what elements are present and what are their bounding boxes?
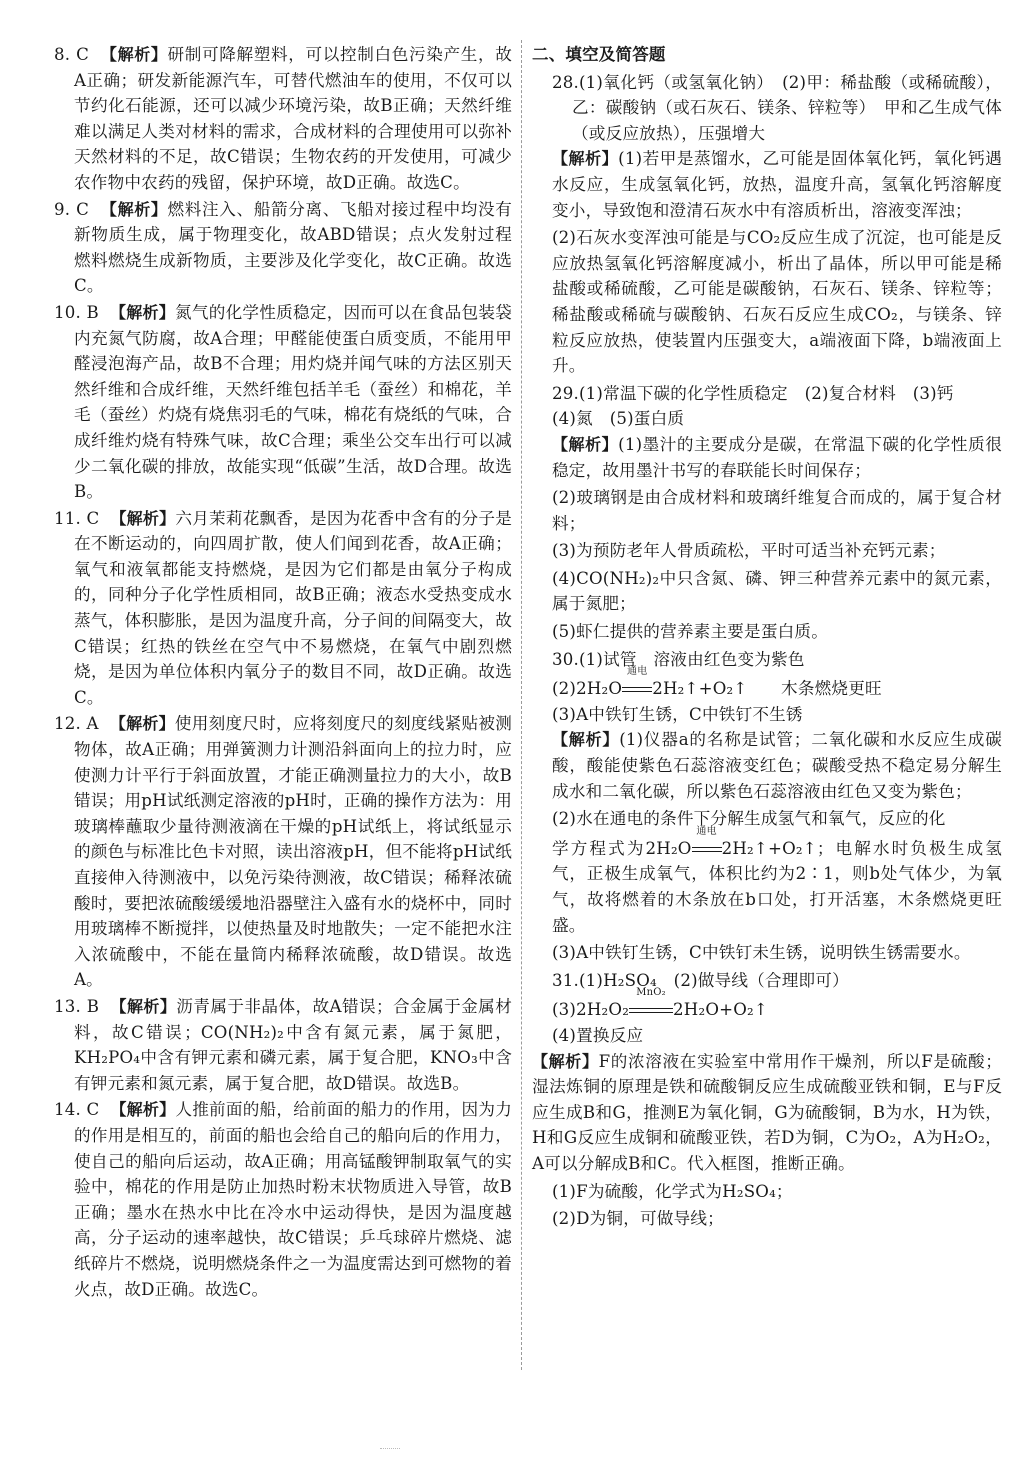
analysis-text: (3)为预防老年人骨质疏松，平时可适当补充钙元素； xyxy=(552,541,946,561)
analysis-text: 学方程式为2H₂O xyxy=(552,838,692,858)
analysis-tag: 【解析】 xyxy=(110,302,176,322)
answer-item-10 xyxy=(34,300,512,505)
analysis-tag: 【解析】 xyxy=(552,434,619,454)
analysis-text: 2H₂↑+O₂↑；电解水时负极生成氢气，正极生成氧气，体积比约为2∶1，则b处气体少，为氧气，故将燃着的木条放在b口处，打开活塞，木条燃烧更旺盛。 xyxy=(552,838,1002,935)
item-number: 12. A xyxy=(54,714,99,734)
analysis-tag: 【解析】 xyxy=(100,45,168,64)
analysis-text: (2)石灰水变浑浊可能是与CO₂反应生成了沉淀，也可能是反应放热氢氧化钙溶解度减小，析出了晶体，所以甲可能是稀盐酸或稀硫酸，乙可能是碳酸钠，石灰石、镁条、锌粒等；稀盐酸或稀硫与碳酸钠、石灰石反应生成CO₂，与镁条、锌粒反应放热，使装置内压强变大，a端液面下降，b端液面上升。 xyxy=(552,228,1002,376)
item-answer: (3)A中铁钉生锈，C中铁钉不生锈 xyxy=(552,704,803,724)
item-number: 31. xyxy=(552,970,579,990)
equation-line xyxy=(532,666,1002,702)
answer-item-11 xyxy=(34,506,512,711)
item-text: 使用刻度尺时，应将刻度尺的刻度线紧贴被测物体，故A正确；用弹簧测力计测沿斜面向上的拉力时，应使测力计平行于斜面放置，才能正确测量拉力的大小，故B错误；用pH试纸测定溶液的pH时，正确的操作方法为：用玻璃棒蘸取少量待测液滴在干燥的pH试纸上，将试纸显示的颜色与标准比色卡对照，读出溶液pH，但不能将pH试纸直接伸入待测液中，以免污染待测液，故C错误；稀释浓硫酸时，要把浓硫酸缓缓地沿器壁注入盛有水的烧杯中，同时用玻璃棒不断搅拌，以使热量及时地散失；一定不能把水注入浓硫酸中，不能在量筒内稀释浓硫酸，故D错误。故选A。 xyxy=(74,714,512,990)
footer-mark xyxy=(380,1448,400,1451)
analysis-tag: 【解析】 xyxy=(100,199,168,219)
reaction-arrow xyxy=(692,825,722,862)
equation-line xyxy=(532,987,1002,1023)
reaction-arrow xyxy=(622,666,652,702)
answer-item-30 xyxy=(532,647,1002,966)
item-text: 研制可降解塑料，可以控制白色污染产生，故A正确；研发新能源汽车，可替代燃油车的使用，不仅可以节约化石能源，还可以减少环境污染，故B正确；天然纤维难以满足人类对材料的需求，合成材料的合理使用可以弥补天然材料的不足，故C错误；生物农药的开发使用，可减少农作物中农药的残留，保护环境，故D正确。故选C。 xyxy=(74,45,512,192)
analysis-text: (2)玻璃钢是由合成材料和玻璃纤维复合而成的，属于复合材料； xyxy=(552,488,1002,533)
right-column xyxy=(532,42,1002,1234)
reaction-condition: MnO₂ xyxy=(636,987,666,999)
answer-item-29 xyxy=(532,381,1002,645)
answer-item-14 xyxy=(34,1097,512,1302)
item-number: 13. B xyxy=(54,996,100,1016)
answer-item-28 xyxy=(532,70,1002,379)
analysis-tag: 【解析】 xyxy=(109,714,175,734)
analysis-text: (1)F为硫酸，化学式为H₂SO₄； xyxy=(552,1181,793,1201)
analysis-text: (2)水在通电的条件下分解生成氢气和氧气，反应的化 xyxy=(552,809,946,829)
analysis-text: (1)若甲是蒸馏水，乙可能是固体氧化钙，氧化钙遇水反应，生成氢氧化钙，放热，温度升高，氢氧化钙溶解度变小，导致饱和澄清石灰水中有溶质析出，溶液变浑浊； xyxy=(552,149,1002,220)
analysis-text: (4)CO(NH₂)₂中只含氮、磷、钾三种营养元素中的氮元素，属于氮肥； xyxy=(552,568,1002,614)
analysis-equation-para xyxy=(532,825,1002,938)
item-number: 28. xyxy=(552,72,579,92)
equation-prefix: (3)2H₂O₂ xyxy=(552,1000,630,1020)
equation-suffix: 2H₂O+O₂↑ xyxy=(673,1000,768,1020)
answer-item-31 xyxy=(532,968,1002,1232)
analysis-tag: 【解析】 xyxy=(532,1051,599,1071)
item-answer: (1)H₂SO₄ (2)做导线（合理即可） xyxy=(579,970,849,990)
item-text: 燃料注入、船箭分离、飞船对接过程中均没有新物质生成，属于物理变化，故ABD错误；点火发射过程燃料燃烧生成新物质，主要涉及化学变化，故C正确。故选C。 xyxy=(74,199,512,296)
left-column xyxy=(34,42,512,1303)
answer-item-12 xyxy=(34,711,512,993)
equation-suffix: 2H₂↑+O₂↑ 木条燃烧更旺 xyxy=(652,679,882,699)
item-number: 10. B xyxy=(54,302,99,322)
analysis-text: (1)墨汁的主要成分是碳，在常温下碳的化学性质很稳定，故用墨汁书写的春联能长时间保存； xyxy=(552,434,1002,480)
item-number: 8. C xyxy=(54,45,90,64)
answer-item-8 xyxy=(34,42,512,196)
item-number: 30. xyxy=(552,649,579,669)
analysis-text: F的浓溶液在实验室中常用作干燥剂，所以F是硫酸；湿法炼铜的原理是铁和硫酸铜反应生成硫酸亚铁和铜，E与F反应生成B和G，推测E为氧化铜，G为硫酸铜，B为水，H为铁，H和G反应生成铜和硫酸亚铁，若D为铜，C为O₂，A为H₂O₂，A可以分解成B和C。代入框图，推断正确。 xyxy=(532,1051,1002,1173)
analysis-tag: 【解析】 xyxy=(552,149,619,169)
item-number: 14. C xyxy=(54,1100,100,1120)
item-answer: (1)常温下碳的化学性质稳定 (2)复合材料 (3)钙 xyxy=(579,383,954,403)
equation-prefix: (2)2H₂O xyxy=(552,679,623,699)
item-answer: (4)置换反应 xyxy=(552,1025,644,1045)
item-text: 沥青属于非晶体，故A错误；合金属于金属材料，故C错误；CO(NH₂)₂中含有氮元素，属于氮肥，KH₂PO₄中含有钾元素和磷元素，属于复合肥，KNO₃中含有钾元素和氮元素，属于复合肥，故D错误。故选B。 xyxy=(74,996,512,1093)
item-text: 氮气的化学性质稳定，因而可以在食品包装袋内充氮气防腐，故A合理；甲醛能使蛋白质变质，不能用甲醛浸泡海产品，故B不合理；用灼烧并闻气味的方法区别天然纤维和合成纤维，天然纤维包括羊毛（蚕丝）和棉花，羊毛（蚕丝）灼烧有烧焦羽毛的气味，棉花有烧纸的气味，合成纤维灼烧有特殊气味，故C合理；乘坐公交车出行可以减少二氧化碳的排放，故能实现“低碳”生活，故D合理。故选B。 xyxy=(74,302,513,502)
analysis-tag: 【解析】 xyxy=(110,996,177,1016)
analysis-text: (2)D为铜，可做导线； xyxy=(552,1209,724,1229)
item-answer: (1)试管 溶液由红色变为紫色 xyxy=(579,649,805,669)
reaction-arrow xyxy=(629,987,673,1023)
analysis-text: (1)仪器a的名称是试管；二氧化碳和水反应生成碳酸，酸能使紫色石蕊溶液变红色；碳酸受热不稳定易分解生成水和二氧化碳，所以紫色石蕊溶液由红色又变为紫色； xyxy=(552,730,1002,801)
item-answer: (4)氮 (5)蛋白质 xyxy=(552,409,685,429)
section-title: 二、填空及简答题 xyxy=(532,45,666,64)
analysis-tag: 【解析】 xyxy=(110,1100,176,1120)
item-text: 六月茉莉花飘香，是因为花香中含有的分子是在不断运动的，向四周扩散，使人们闻到花香，故A正确；氧气和液氧都能支持燃烧，是因为它们都是由氧分子构成的，同种分子化学性质相同，故B正确；液态水受热变成水蒸气，体积膨胀，是因为温度升高，分子间的间隔变大，故C错误；红热的铁丝在空气中不易燃烧，在氧气中剧烈燃烧，是因为单位体积内氧分子的数目不同，故D正确。故选C。 xyxy=(74,508,512,707)
answer-item-9 xyxy=(34,197,512,299)
item-number: 9. C xyxy=(54,199,90,219)
answer-item-13 xyxy=(34,994,512,1096)
reaction-condition: 通电 xyxy=(627,666,648,678)
item-text: 人推前面的船，给前面的船力的作用，因为力的作用是相互的，前面的船也会给自己的船向后的作用力，使自己的船向后运动，故A正确；用高锰酸钾制取氧气的实验中，棉花的作用是防止加热时粉末状物质进入导管，故B正确；墨水在热水中比在冷水中运动得快，是因为温度越高，分子运动的速率越快，故C错误；乒乓球碎片燃烧、滤纸碎片不燃烧，说明燃烧条件之一为温度需达到可燃物的着火点，故D正确。故选C。 xyxy=(74,1100,512,1299)
item-number: 11. C xyxy=(54,508,100,528)
analysis-text: (3)A中铁钉生锈，C中铁钉未生锈，说明铁生锈需要水。 xyxy=(552,943,971,963)
analysis-text: (5)虾仁提供的营养素主要是蛋白质。 xyxy=(552,622,829,642)
item-answer: (1)氧化钙（或氢氧化钠） (2)甲：稀盐酸（或稀硫酸），乙：碳酸钠（或石灰石、镁条、锌粒等） 甲和乙生成气体（或反应放热），压强增大 xyxy=(572,72,1002,143)
analysis-tag: 【解析】 xyxy=(110,508,176,528)
item-number: 29. xyxy=(552,383,579,403)
column-divider xyxy=(521,40,522,1370)
analysis-tag: 【解析】 xyxy=(552,730,620,750)
reaction-condition: 通电 xyxy=(696,825,717,837)
